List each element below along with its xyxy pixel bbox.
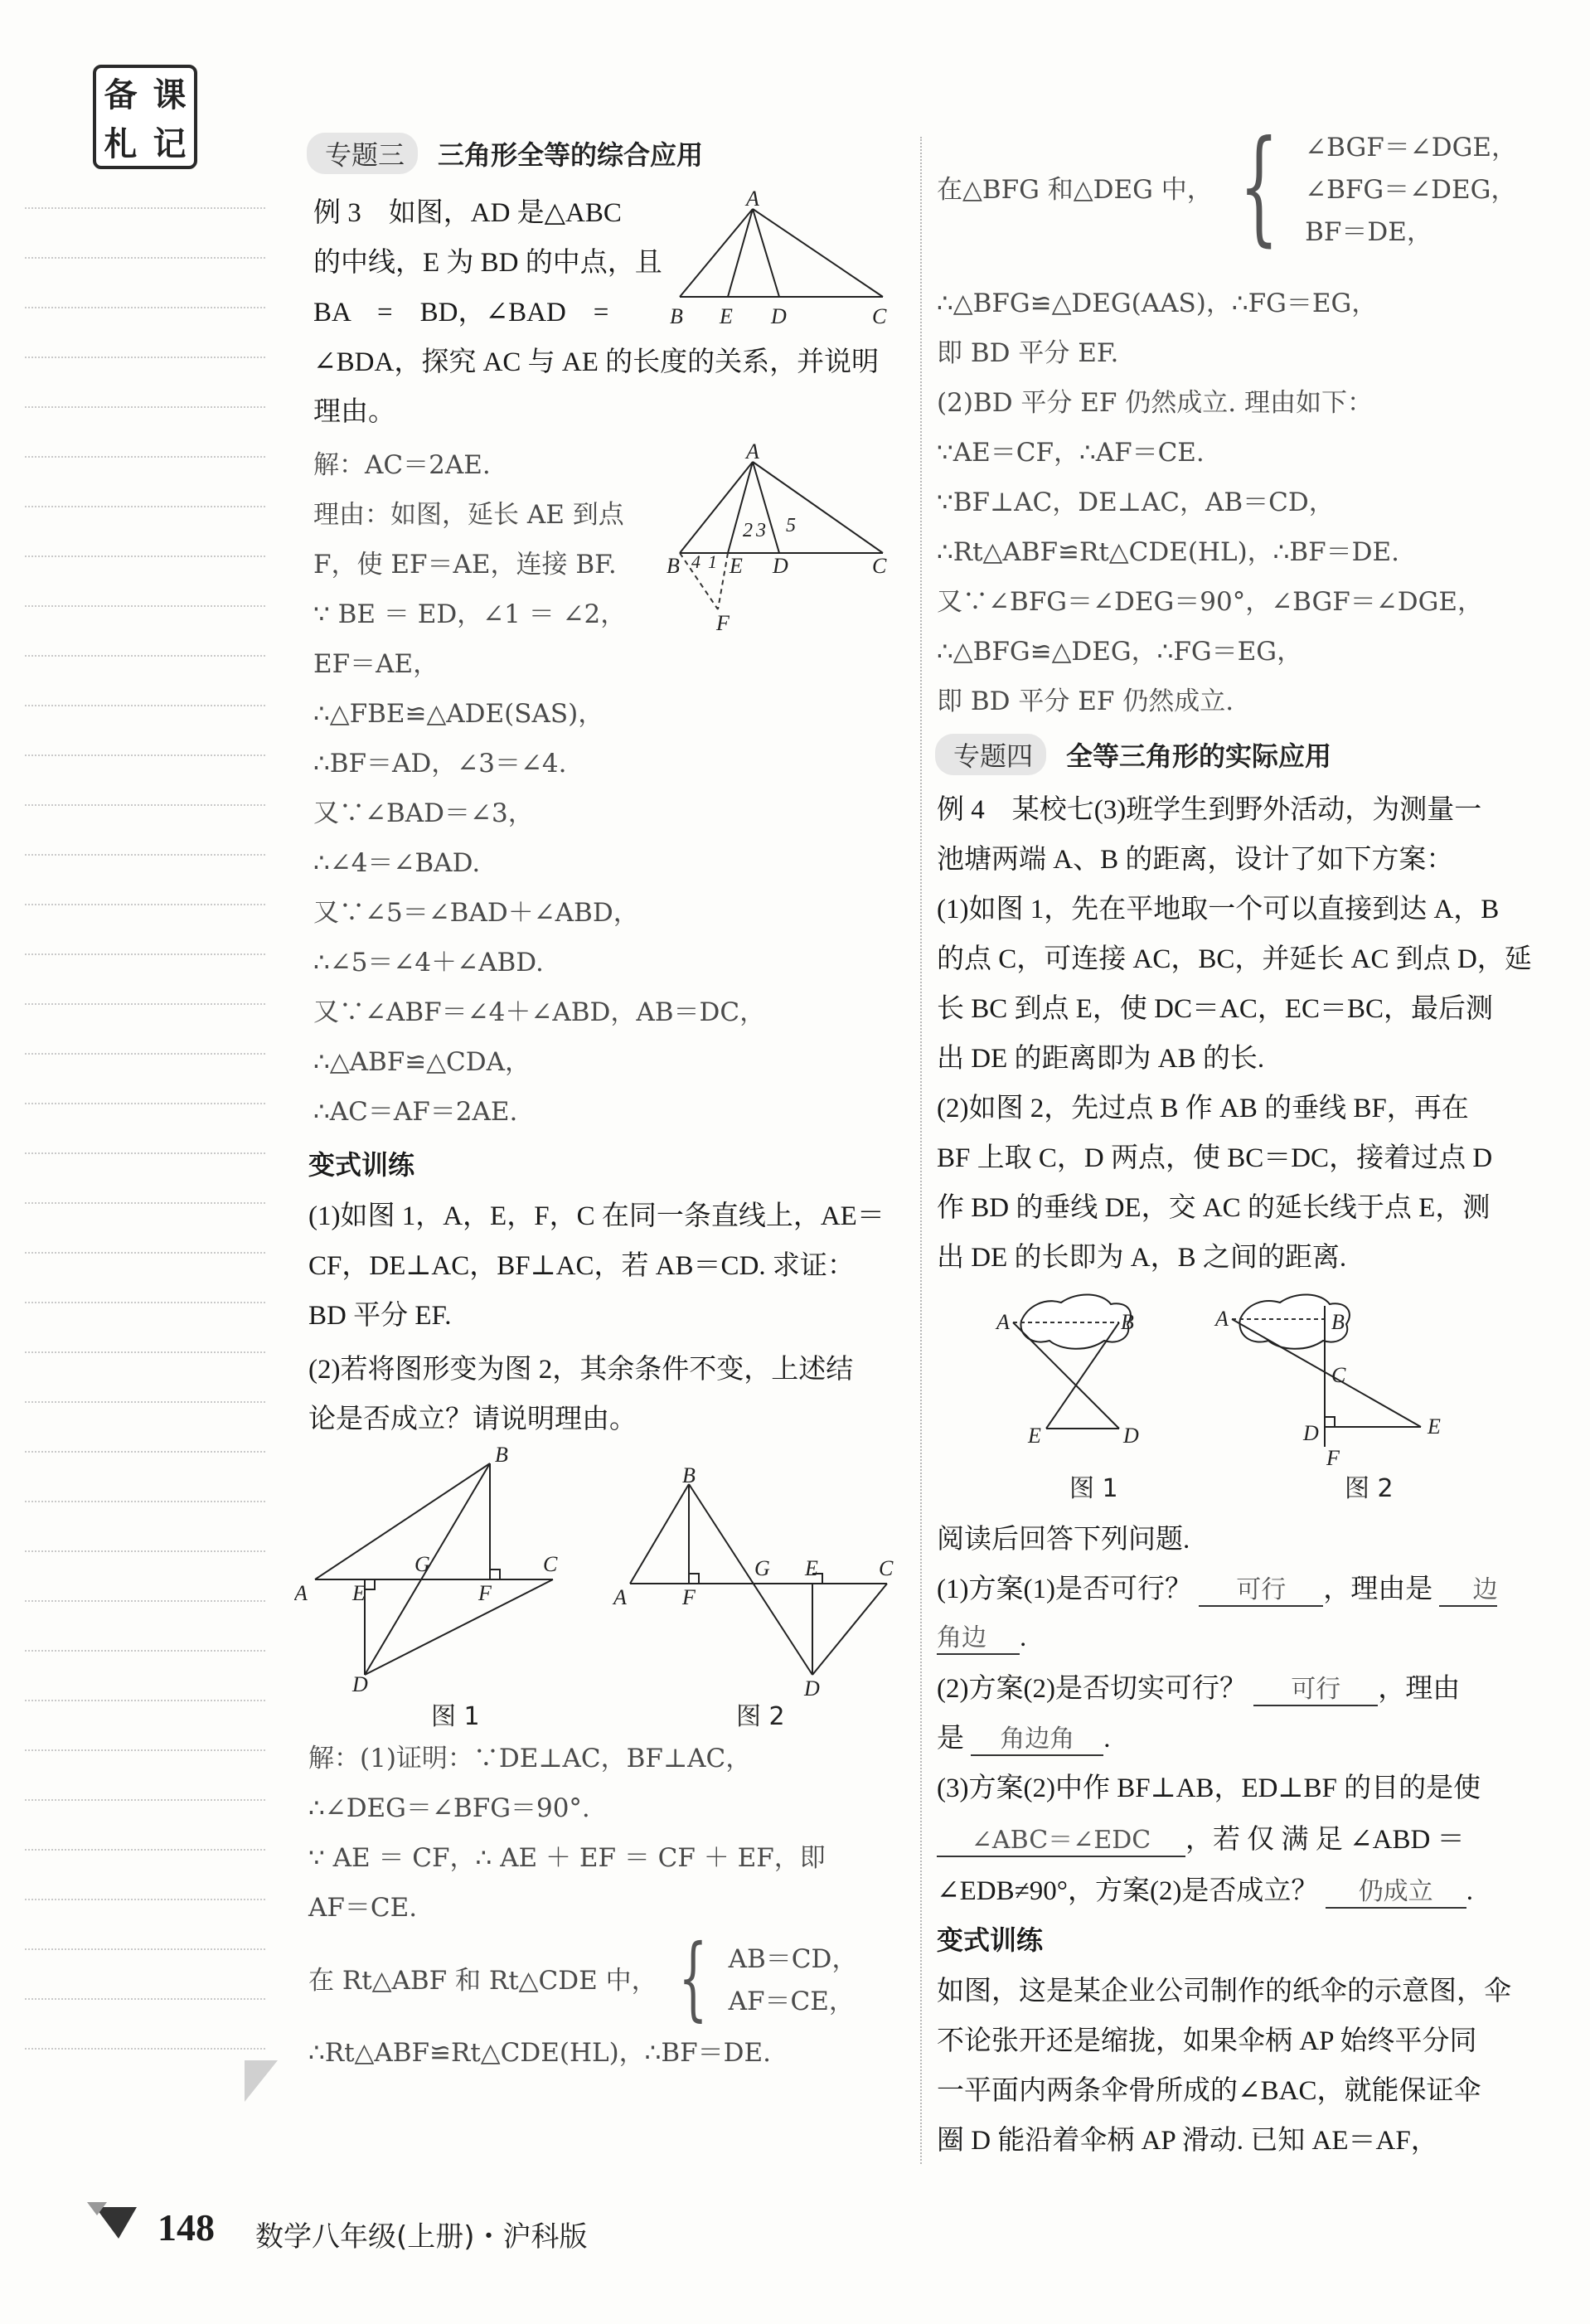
logo-char: 记 [153,125,187,163]
ex3-triangle-figure [663,191,904,340]
sol-var-last-line: ∴Rt△ABF≌Rt△CDE(HL)，∴BF＝DE. [308,2038,772,2068]
brace2-line: BF＝DE， [1305,216,1432,247]
q2-answer-blank[interactable]: 可行 [1253,1668,1378,1706]
q1-end: . [1020,1623,1027,1652]
question-2 [937,1667,1460,1706]
q1-text: ，理由是 [1323,1574,1433,1604]
right-sol-line: ∵AE＝CF，∴AF＝CE. [937,438,1205,468]
ex3-line: 例 3 如图，AD 是△ABC [313,198,622,228]
question-3-cont [937,1817,1465,1857]
ex4-line: 出 DE 的距离即为 AB 的长. [937,1044,1265,1074]
note-line [25,1401,265,1403]
note-line [25,1351,265,1353]
variant-right-line: 一平面内两条伞骨所成的∠BAC，就能保证伞 [937,2076,1481,2106]
svg-text:B: B [670,304,683,328]
note-line [25,854,265,856]
svg-text:2: 2 [743,520,753,541]
svg-text:A: A [294,1581,308,1605]
note-line [25,1849,265,1851]
q2-reason-blank[interactable]: 角边角 [971,1718,1103,1756]
topic4-title: 全等三角形的实际应用 [1066,740,1332,772]
svg-text:1: 1 [708,551,717,572]
svg-text:A: A [746,444,759,463]
variant-right-line: 圈 D 能沿着伞柄 AP 滑动. 已知 AE＝AF， [937,2126,1438,2156]
sol3-line: ∴△ABF≌△CDA， [313,1047,531,1077]
q1-reason-blank[interactable]: 边 [1439,1569,1497,1607]
question-1 [937,1567,1497,1607]
variant-title-right: 变式训练 [937,1924,1044,1956]
note-line [25,1451,265,1453]
q1-answer-blank[interactable]: 可行 [1199,1569,1323,1607]
note-line [25,406,265,408]
svg-text:B: B [667,554,680,578]
q3-purpose-blank[interactable]: ∠ABC＝∠EDC [937,1819,1185,1857]
pond-figure-2 [1210,1281,1459,1472]
svg-text:C: C [1331,1363,1346,1387]
sol3-line: 解：AC＝2AE. [313,450,491,480]
note-line [25,1899,265,1900]
ex3-line: 理由。 [313,397,395,427]
svg-text:D: D [1303,1421,1319,1445]
sol3-line: 又∵∠ABF＝∠4＋∠ABD，AB＝DC， [313,997,766,1027]
svg-text:B: B [1121,1310,1134,1334]
svg-text:A: A [613,1585,627,1609]
svg-text:F: F [716,611,730,634]
note-line [25,2048,265,2050]
variant-title: 变式训练 [308,1149,415,1181]
right-sol-line: ∵BF⊥AC，DE⊥AC，AB＝CD， [937,488,1335,517]
right-sol-line: 即 BD 平分 EF 仍然成立. [937,687,1234,716]
right-sol-line: 又∵∠BFG＝∠DEG＝90°，∠BGF＝∠DGE， [937,587,1484,617]
note-line [25,257,265,259]
sol-var-line: 解：(1)证明：∵DE⊥AC，BF⊥AC， [308,1744,752,1773]
note-line [25,1501,265,1502]
svg-text:E: E [1028,1424,1041,1447]
question-2-cont [937,1716,1111,1756]
note-line [25,1799,265,1801]
brace-symbol: { [678,1924,708,2030]
svg-text:F: F [1326,1446,1340,1470]
variant-figure-1 [294,1447,576,1696]
note-line [25,506,265,507]
q2-text: ，理由 [1378,1674,1461,1704]
note-line [25,1998,265,2000]
sol3-line: EF＝AE， [313,649,439,679]
q3-text: ，若 仅 满 足 ∠ABD ＝ [1185,1825,1465,1855]
note-line [25,904,265,905]
note-line [25,804,265,806]
svg-text:D: D [352,1672,368,1696]
question-1-cont [937,1617,1026,1655]
topic4-pill: 专题四 [935,734,1046,775]
svg-text:A: A [1215,1307,1229,1331]
ex4-line: 例 4 某校七(3)班学生到野外活动，为测量一 [937,795,1482,825]
svg-text:C: C [872,554,887,578]
ex4-line: 的点 C，可连接 AC，BC，并延长 AC 到点 D，延 [937,944,1532,974]
note-line [25,705,265,706]
note-line [25,1948,265,1950]
brace1-line: AB＝CD， [728,1944,858,1974]
sol3-line: ∴△FBE≌△ADE(SAS)， [313,699,604,729]
variant-figure-2 [609,1468,904,1700]
svg-text:A: A [996,1310,1010,1334]
note-line [25,1003,265,1005]
svg-text:D: D [1123,1424,1139,1447]
sol3-line: ∵ BE ＝ ED，∠1 ＝ ∠2， [313,599,627,629]
brace-symbol: { [1239,114,1279,259]
ex3-line: ∠BDA，探究 AC 与 AE 的长度的关系，并说明 [313,347,880,377]
column-divider [920,137,922,2164]
logo-char: 课 [153,76,187,114]
svg-text:E: E [352,1581,366,1605]
variant-line: (2)若将图形变为图 2，其余条件不变，上述结 [308,1355,854,1385]
ex3-line: BA = BD，∠BAD = [313,298,609,327]
ex4-line: (2)如图 2，先过点 B 作 AB 的垂线 BF，再在 [937,1094,1469,1123]
svg-text:D: D [771,304,787,328]
svg-text:C: C [543,1552,558,1576]
variant-line: CF，DE⊥AC，BF⊥AC，若 AB＝CD. 求证： [308,1251,855,1281]
svg-text:B: B [682,1468,696,1487]
right-sol-line: ∴△BFG≌△DEG，∴FG＝EG， [937,637,1303,667]
right-sol-line: 即 BD 平分 EF. [937,338,1119,368]
note-line [25,456,265,458]
right-sol-line: ∴△BFG≌△DEG(AAS)，∴FG＝EG， [937,289,1378,318]
sol3-line: F，使 EF＝AE，连接 BF. [313,550,617,580]
variant-line: BD 平分 EF. [308,1301,452,1331]
question-3-cont2 [937,1869,1473,1909]
ex3-solution-figure [663,444,904,634]
ex4-line: 出 DE 的长即为 A，B 之间的距离. [937,1243,1347,1273]
pond-fig2-caption: 图 2 [1345,1474,1394,1503]
svg-text:G: G [754,1556,770,1580]
note-line [25,1152,265,1154]
svg-text:D: D [773,554,788,578]
note-line [25,207,265,209]
ex4-line: 作 BD 的垂线 DE，交 AC 的延长线于点 E，测 [937,1193,1491,1223]
svg-text:B: B [495,1447,508,1467]
svg-text:G: G [414,1552,430,1576]
q3-end: . [1466,1876,1473,1906]
variant-line: (1)如图 1，A，E，F，C 在同一条直线上，AE＝ [308,1201,885,1231]
svg-text:5: 5 [786,515,796,536]
sol3-line: ∴AC＝AF＝2AE. [313,1097,518,1127]
right-sol-line: ∴Rt△ABF≌Rt△CDE(HL)，∴BF＝DE. [937,537,1400,567]
note-line [25,655,265,657]
q2-text: 是 [937,1724,964,1754]
brace2-prefix: 在△BFG 和△DEG 中， [937,174,1213,205]
note-line [25,1252,265,1254]
note-line [25,556,265,557]
note-line [25,1600,265,1602]
sol3-line: ∴∠4＝∠BAD. [313,848,481,878]
q3-answer-blank[interactable]: 仍成立 [1326,1870,1466,1909]
svg-text:3: 3 [756,520,766,541]
note-line [25,1053,265,1055]
question-3: (3)方案(2)中作 BF⊥AB，ED⊥BF 的目的是使 [937,1773,1481,1803]
variant-line: 论是否成立？请说明理由。 [308,1405,637,1434]
svg-text:A: A [746,191,759,211]
sol3-line: 理由：如图，延长 AE 到点 [313,500,624,530]
right-sol-line: (2)BD 平分 EF 仍然成立. 理由如下： [937,388,1373,418]
pond-fig1-caption: 图 1 [1069,1474,1118,1503]
q2-text: (2)方案(2)是否切实可行？ [937,1674,1247,1704]
brace2-line: ∠BGF＝∠DGE， [1305,132,1517,163]
read-instruction: 阅读后回答下列问题. [937,1525,1190,1555]
note-line [25,1650,265,1652]
notes-logo [93,65,197,169]
brace-system-1 [308,1924,858,2030]
ex3-line: 的中线，E 为 BD 的中点，且 [313,248,662,278]
brace-system-2 [937,114,1517,259]
ex4-line: BF 上取 C，D 两点，使 BC＝DC，接着过点 D [937,1143,1493,1173]
svg-text:E: E [730,554,743,578]
svg-text:B: B [1331,1310,1345,1334]
pond-figure-1 [995,1281,1177,1447]
q1-reason-blank-cont[interactable]: 角边 [937,1617,1020,1655]
page-number: 148 [158,2206,215,2249]
note-line [25,1550,265,1552]
note-line [25,1700,265,1701]
topic3-pill: 专题三 [307,133,418,174]
note-line [25,754,265,756]
brace1-prefix: 在 Rt△ABF 和 Rt△CDE 中， [308,1965,657,1996]
footer-ornament-icon [87,2197,153,2247]
ex4-line: (1)如图 1，先在平地取一个可以直接到达 A，B [937,895,1500,924]
page-corner-decoration [240,2056,282,2106]
topic3-title: 三角形全等的综合应用 [438,139,704,171]
svg-text:E: E [720,304,733,328]
ex4-line: 长 BC 到点 E，使 DC＝AC，EC＝BC，最后测 [937,994,1494,1024]
note-line [25,1103,265,1104]
q2-end: . [1103,1724,1111,1754]
sol3-line: ∴∠5＝∠4＋∠ABD. [313,948,544,978]
variant-fig2-caption: 图 2 [736,1702,785,1731]
svg-text:E: E [1428,1414,1441,1439]
sol3-line: ∴BF＝AD，∠3＝∠4. [313,749,567,779]
sol3-line: 又∵∠5＝∠BAD＋∠ABD， [313,898,639,928]
brace1-line: AF＝CE， [728,1987,855,2016]
svg-text:C: C [879,1556,894,1580]
variant-right-line: 不论张开还是缩拢，如果伞柄 AP 始终平分同 [937,2026,1477,2056]
book-title: 数学八年级(上册)・沪科版 [255,2220,588,2254]
svg-text:4: 4 [691,551,700,572]
note-line [25,953,265,955]
ex4-line: 池塘两端 A、B 的距离，设计了如下方案： [937,845,1454,875]
q1-text: (1)方案(1)是否可行？ [937,1574,1192,1604]
svg-text:D: D [804,1676,820,1700]
topic4-heading [935,734,1331,775]
brace2-line: ∠BFG＝∠DEG， [1305,174,1517,205]
variant-fig1-caption: 图 1 [431,1702,480,1731]
svg-text:E: E [805,1556,818,1580]
sol-var-line: ∴∠DEG＝∠BFG＝90°. [308,1793,590,1823]
note-line [25,605,265,607]
svg-text:F: F [682,1585,696,1609]
sol-var-line: ∵ AE ＝ CF，∴ AE ＋ EF ＝ CF ＋ EF，即 [308,1843,826,1873]
logo-char: 札 [104,125,138,163]
variant-right-line: 如图，这是某企业公司制作的纸伞的示意图，伞 [937,1977,1511,2006]
note-line [25,1302,265,1303]
sol3-line: 又∵∠BAD＝∠3， [313,798,534,828]
svg-text:F: F [478,1581,492,1605]
note-line [25,307,265,308]
note-line [25,357,265,358]
note-line [25,1749,265,1751]
q3-text: ∠EDB≠90°，方案(2)是否成立？ [937,1876,1319,1906]
logo-char: 备 [104,76,138,114]
sol-var-line: AF＝CE. [308,1893,418,1923]
note-line [25,1202,265,1204]
topic3-heading [307,133,703,174]
svg-text:C: C [872,304,887,328]
